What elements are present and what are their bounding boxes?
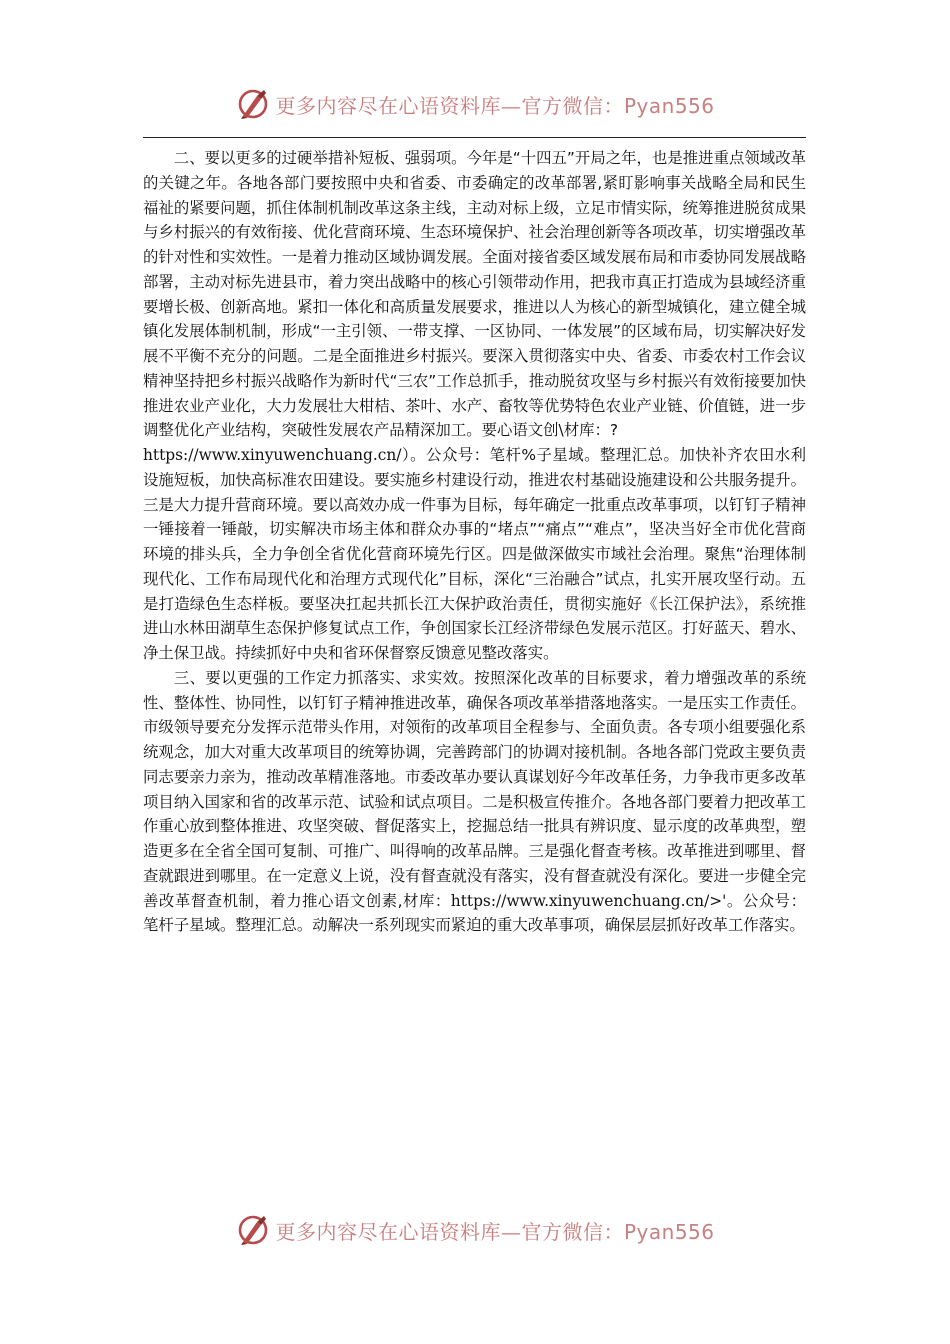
paragraph-2 (143, 146, 806, 666)
footer-banner-text (275, 1216, 714, 1245)
paragraph-3-link: https://www.xinyuwenchuang.cn/>' (450, 891, 727, 910)
footer-banner-id: Pyan556 (623, 1219, 715, 1244)
paragraph-3 (143, 666, 806, 938)
paragraph-2-link: https://www.xinyuwenchuang.cn/） (143, 446, 411, 464)
header-banner-text (275, 90, 714, 119)
header-divider (143, 137, 806, 138)
paragraph-2-text-b: 。公众号：笔杆%子星域。整理汇总。加快补齐农田水利设施短板，加快高标准农田建设。要实施乡村建设行动，推进农村基础设施建设和公共服务提升。三是大力提升营商环境。要以高效办成一件事为目标，每年确定一批重点改革事项，以钉钉子精神一锤接着一锤敲，切实解决市场主体和群众办事的“堵点”“痛点”“难点”，坚决当好全市优化营商环境的排头兵，全力争创全省优化营商环境先行区。四是做深做实市域社会治理。聚焦“治理体制现代化、工作布局现代化和治理方式现代化”目标，深化“三治融合”试点，扎实开展攻坚行动。五是打造绿色生态样板。要坚决扛起共抓长江大保护政治责任，贯彻实施好《长江保护法》，系统推进山水林田湖草生态保护修复试点工作，争创国家长江经济带绿色发展示范区。打好蓝天、碧水、净土保卫战。持续抓好中央和省环保督察反馈意见整改落实。 (143, 446, 806, 662)
header-banner-main: 更多内容尽在心语资料库— (275, 93, 522, 118)
pen-nib-logo-icon (235, 1212, 271, 1248)
footer-banner-main: 更多内容尽在心语资料库— (275, 1219, 522, 1244)
footer-banner (0, 1208, 950, 1252)
paragraph-3-text-a: 三、要以更强的工作定力抓落实、求实效。按照深化改革的目标要求，着力增强改革的系统性、整体性、协同性，以钉钉子精神推进改革，确保各项改革举措落地落实。一是压实工作责任。市级领导要充分发挥示范带头作用，对领衔的改革项目全程参与、全面负责。各专项小组要强化系统观念，加大对重大改革项目的统筹协调，完善跨部门的协调对接机制。各地各部门党政主要负责同志要亲力亲为，推动改革精准落地。市委改革办要认真谋划好今年改革任务，力争我市更多改革项目纳入国家和省的改革示范、试验和试点项目。二是积极宣传推介。各地各部门要着力把改革工作重心放到整体推进、攻坚突破、督促落实上，挖掘总结一批具有辨识度、显示度的改革典型，塑造更多在全省全国可复制、可推广、叫得响的改革品牌。三是强化督查考核。改革推进到哪里、督查就跟进到哪里。在一定意义上说，没有督查就没有落实，没有督查就没有深化。要进一步健全完善改革督查机制，着力推心语文创素,材库： (143, 668, 806, 910)
paragraph-3-text-b: 。公众号：笔杆子星域。整理汇总。动解决一系列现实而紧迫的重大改革事项，确保层层抓好改革工作落实。 (143, 891, 806, 935)
header-banner (0, 82, 950, 126)
footer-banner-wechat: 官方微信： (521, 1219, 624, 1244)
document-body (143, 146, 806, 938)
header-banner-wechat: 官方微信： (521, 93, 624, 118)
pen-nib-logo-icon (235, 86, 271, 122)
paragraph-2-text-a: 二、要以更多的过硬举措补短板、强弱项。今年是“十四五”开局之年，也是推进重点领域改革的关键之年。各地各部门要按照中央和省委、市委确定的改革部署,紧盯影响事关战略全局和民生福祉的紧要问题，抓住体制机制改革这条主线，主动对标上级，立足市情实际，统筹推进脱贫成果与乡村振兴的有效衔接、优化营商环境、生态环境保护、社会治理创新等各项改革，切实增强改革的针对性和实效性。一是着力推动区域协调发展。全面对接省委区域发展布局和市委协同发展战略部署，主动对标先进县市，着力突出战略中的核心引领带动作用，把我市真正打造成为县域经济重要增长极、创新高地。紧扣一体化和高质量发展要求，推进以人为核心的新型城镇化，建立健全城镇化发展体制机制，形成“一主引领、一带支撑、一区协同、一体发展”的区域布局，切实解决好发展不平衡不充分的问题。二是全面推进乡村振兴。要深入贯彻落实中央、省委、市委农村工作会议精神坚持把乡村振兴战略作为新时代“三农”工作总抓手，推动脱贫攻坚与乡村振兴有效衔接要加快推进农业产业化，大力发展壮大柑桔、茶叶、水产、畜牧等优势特色农业产业链、价值链，进一步调整优化产业结构，突破性发展农产品精深加工。要心语文创\材库：? (143, 149, 806, 440)
header-banner-id: Pyan556 (623, 93, 715, 118)
